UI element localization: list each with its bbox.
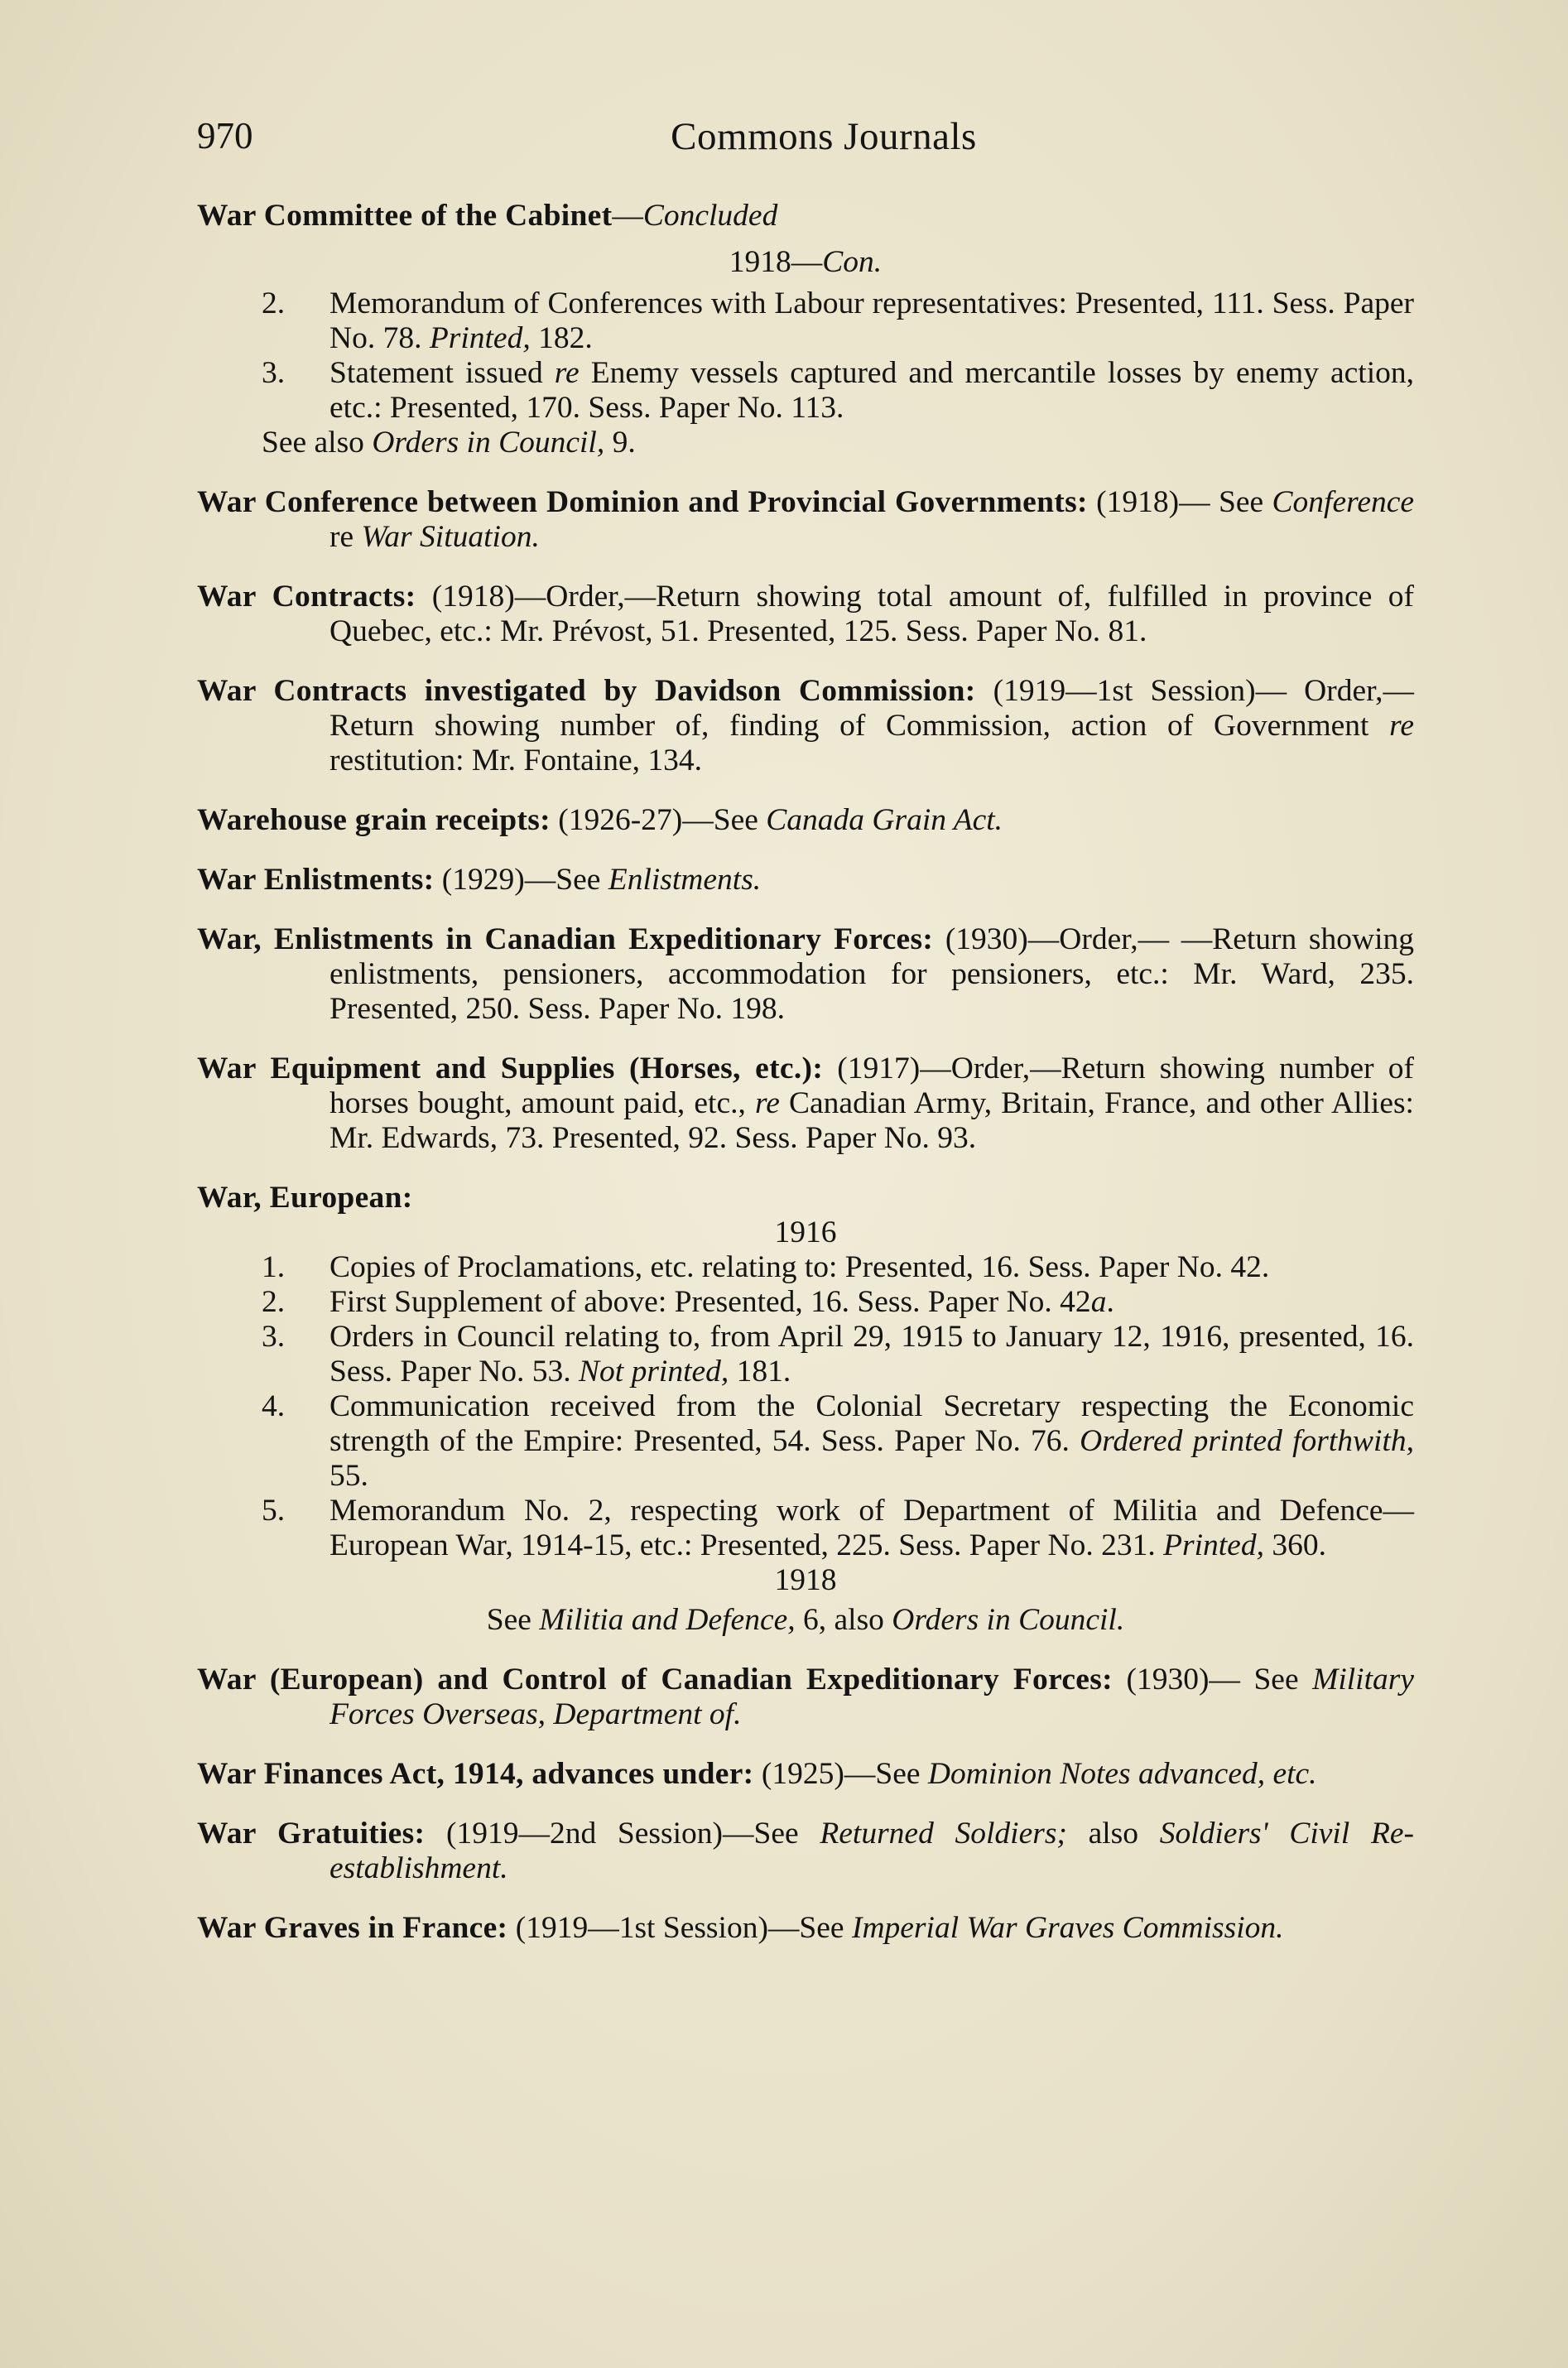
- cross-reference: Orders in Council.: [892, 1603, 1125, 1637]
- item-tail: .: [1106, 1285, 1114, 1319]
- item-number: 2.: [262, 1285, 286, 1319]
- cross-reference: Enlistments.: [608, 863, 762, 897]
- item-text: Enemy vessels captured and mercantile losses by enemy action, etc.: Presented, 170. Sess. Paper No. 113.: [329, 356, 1414, 425]
- entry-war-committee: [197, 199, 1414, 460]
- item-tail: 55.: [329, 1459, 368, 1493]
- entry-paragraph: [197, 674, 1414, 778]
- item-italic: re: [554, 356, 580, 390]
- entry-body: (1919—1st Session)—See: [507, 1911, 852, 1945]
- item-italic: Ordered printed forthwith,: [1080, 1424, 1414, 1458]
- entry-war-enlistments: [197, 863, 1414, 898]
- entry-paragraph: [197, 803, 1414, 838]
- concluded-label: Concluded: [642, 199, 778, 233]
- entry-paragraph: [197, 1757, 1414, 1792]
- entry-heading: Warehouse grain receipts:: [197, 803, 551, 837]
- entry-war-equipment: [197, 1052, 1414, 1156]
- cross-reference: Returned Soldiers;: [820, 1817, 1067, 1851]
- item-text: Memorandum of Conferences with Labour representatives: Presented, 111. Sess. Paper No. 78.: [329, 286, 1414, 355]
- cross-reference: Military Forces Overseas, Department of.: [329, 1663, 1415, 1731]
- year-heading: 1918: [774, 1563, 837, 1597]
- entry-heading: War Gratuities:: [197, 1817, 426, 1851]
- dash: —: [791, 245, 823, 279]
- item-text: Memorandum No. 2, respecting work of Department of Militia and Defence—European War, 1914-15, etc.: Presented, 225. Sess. Paper No. 231.: [329, 1494, 1414, 1562]
- list-item: [197, 1250, 1414, 1285]
- entry-war-contracts: [197, 580, 1414, 649]
- item-italic: a: [1090, 1285, 1107, 1319]
- item-italic: Not printed,: [579, 1355, 729, 1389]
- entry-body: restitution: Mr. Fontaine, 134.: [329, 744, 702, 777]
- list-item: [197, 286, 1414, 356]
- entry-body: (1918)— See: [1087, 485, 1272, 519]
- entry-heading: War Enlistments:: [197, 863, 435, 897]
- entry-heading-line: [197, 1181, 1414, 1215]
- entry-body: (1925)—See: [753, 1757, 928, 1791]
- re-italic: re: [755, 1086, 780, 1120]
- entry-body: (1917)—Order,—Return showing number of horses bought, amount paid, etc.,: [329, 1052, 1414, 1120]
- item-tail: 181.: [729, 1355, 791, 1389]
- item-text: Orders in Council relating to, from April 29, 1915 to January 12, 1916, presented, 16. Sess. Paper No. 53.: [329, 1320, 1414, 1389]
- entry-heading: War, Enlistments in Canadian Expeditionary Forces:: [197, 922, 934, 956]
- entry-war-contracts-davidson: [197, 674, 1414, 778]
- entry-war-finances: [197, 1757, 1414, 1792]
- item-tail: 360.: [1263, 1528, 1326, 1562]
- see-line: [197, 1603, 1414, 1638]
- cross-reference: Orders in Council,: [372, 426, 605, 460]
- entry-body: Canadian Army, Britain, France, and other Allies: Mr. Edwards, 73. Presented, 92. Sess. Paper No. 93.: [329, 1086, 1414, 1155]
- cross-reference: Militia and Defence,: [539, 1603, 796, 1637]
- list-item: [197, 1320, 1414, 1389]
- cross-reference: Conference: [1272, 485, 1415, 519]
- entry-body: (1929)—See: [434, 863, 608, 897]
- entry-war-control-cef: [197, 1663, 1414, 1732]
- item-italic: Printed,: [1163, 1528, 1264, 1562]
- entry-war-european: [197, 1181, 1414, 1638]
- entry-heading-line: [197, 199, 1414, 233]
- entry-body: (1918)—Order,—Return showing total amount of, fulfilled in province of Quebec, etc.: Mr. Prévost, 51. Presented, 125. Sess. Paper No. 81.: [329, 580, 1414, 648]
- index-content: [197, 199, 1414, 1971]
- entry-war-conference: [197, 485, 1414, 555]
- page-number: 970: [197, 115, 253, 156]
- item-number: 4.: [262, 1389, 286, 1423]
- see-prefix: See: [486, 1603, 540, 1637]
- entry-paragraph: [197, 1663, 1414, 1732]
- item-tail: 182.: [530, 321, 593, 355]
- entry-war-graves: [197, 1911, 1414, 1946]
- cross-reference: Canada Grain Act.: [766, 803, 1003, 837]
- entry-paragraph: [197, 485, 1414, 555]
- con-label: Con.: [822, 245, 883, 279]
- item-number: 1.: [262, 1250, 286, 1284]
- entry-body: (1930)— See: [1112, 1663, 1313, 1697]
- item-text: First Supplement of above: Presented, 16. Sess. Paper No. 42: [329, 1285, 1091, 1319]
- item-number: 3.: [262, 356, 286, 390]
- entry-heading: War (European) and Control of Canadian Expeditionary Forces:: [197, 1663, 1113, 1697]
- entry-body: also: [1066, 1817, 1160, 1851]
- numbered-list: [197, 286, 1414, 426]
- re-italic: re: [1389, 709, 1414, 743]
- dash: —: [612, 199, 643, 233]
- cross-reference: Soldiers' Civil Re-establishment.: [329, 1817, 1414, 1885]
- entry-body: re: [329, 520, 362, 554]
- entry-paragraph: [197, 580, 1414, 649]
- entry-heading: War Contracts:: [197, 580, 416, 614]
- entry-body: (1919—1st Session)— Order,—Return showing number of, finding of Commission, action of Government: [329, 674, 1415, 743]
- list-item: [197, 1285, 1414, 1320]
- item-italic: Printed,: [429, 321, 531, 355]
- entry-paragraph: [197, 1817, 1414, 1886]
- entry-heading: War Committee of the Cabinet: [197, 199, 613, 233]
- entry-enlistments-cef: [197, 922, 1414, 1027]
- entry-paragraph: [197, 922, 1414, 1027]
- entry-heading: War Finances Act, 1914, advances under:: [197, 1757, 754, 1791]
- entry-paragraph: [197, 1052, 1414, 1156]
- list-item: [197, 356, 1414, 426]
- entry-paragraph: [197, 863, 1414, 898]
- year-heading: [197, 245, 1414, 280]
- see-prefix: See also: [262, 426, 373, 460]
- entry-heading: War Contracts investigated by Davidson Commission:: [197, 674, 976, 708]
- year: 1918: [729, 245, 791, 279]
- list-item: [197, 1389, 1414, 1494]
- cross-reference: Dominion Notes advanced, etc.: [927, 1757, 1317, 1791]
- entry-war-gratuities: [197, 1817, 1414, 1886]
- entry-heading: War Conference between Dominion and Provincial Governments:: [197, 485, 1088, 519]
- item-number: 3.: [262, 1320, 286, 1354]
- see-tail: 9.: [604, 426, 636, 460]
- year-heading: 1916: [774, 1215, 837, 1249]
- entry-heading: War Equipment and Supplies (Horses, etc.):: [197, 1052, 824, 1085]
- cross-reference: Imperial War Graves Commission.: [851, 1911, 1284, 1945]
- entry-warehouse-grain: [197, 803, 1414, 838]
- item-number: 2.: [262, 286, 286, 320]
- entry-heading: War, European:: [197, 1181, 413, 1215]
- see-also-line: [197, 426, 1414, 460]
- item-number: 5.: [262, 1494, 286, 1528]
- page-header: [197, 114, 1384, 164]
- entry-body: (1926-27)—See: [550, 803, 767, 837]
- item-text: Statement issued: [329, 356, 555, 390]
- see-mid: 6, also: [795, 1603, 892, 1637]
- numbered-list: [197, 1250, 1414, 1563]
- item-text: Copies of Proclamations, etc. relating to: Presented, 16. Sess. Paper No. 42.: [329, 1250, 1270, 1284]
- list-item: [197, 1494, 1414, 1563]
- entry-body: (1930)—Order,— —Return showing enlistments, pensioners, accommodation for pensioners, etc.: Mr. Ward, 235. Presented, 250. Sess. Paper No. 198.: [329, 922, 1414, 1026]
- entry-paragraph: [197, 1911, 1414, 1946]
- entry-heading: War Graves in France:: [197, 1911, 508, 1945]
- entry-body: (1919—2nd Session)—See: [425, 1817, 820, 1851]
- running-head: Commons Journals: [671, 115, 977, 158]
- cross-reference: War Situation.: [361, 520, 540, 554]
- item-text: Communication received from the Colonial Secretary respecting the Economic strength of the Empire: Presented, 54. Sess. Paper No. 76.: [329, 1389, 1414, 1458]
